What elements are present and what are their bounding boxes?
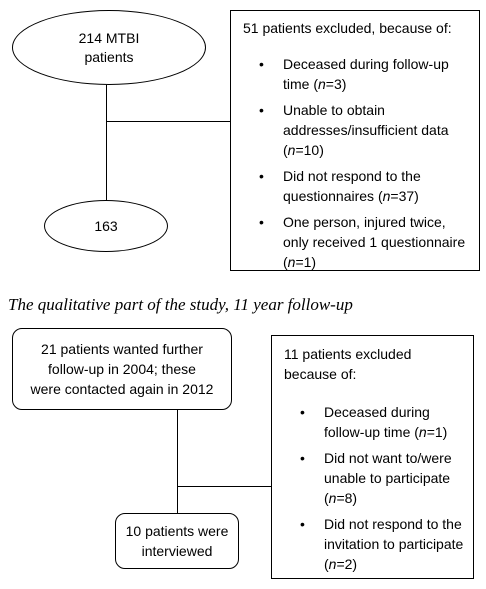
start-node-line1: 214 MTBI [78,29,140,46]
bullet: • [259,56,264,72]
bullet: • [300,516,305,532]
start-node-214-patients [12,10,206,85]
bottom-end-line1: 10 patients were [125,523,229,539]
top-exclusion-box [230,10,480,271]
top-exclusion-item: • One person, injured twice, only received 1 questionnaire (n=1) [259,214,466,270]
top-exclusion-list [243,54,471,272]
bottom-start-box [12,328,232,410]
top-exclusion-item: • Deceased during follow-up time (n=3) [259,56,449,92]
bottom-start-line3: were contacted again in 2012 [30,381,214,397]
top-exclusion-item: • Did not respond to the questionnaires (n=37) [259,168,421,204]
bottom-exclusion-title-line1: 11 patients excluded [284,346,412,362]
qualitative-caption: The qualitative part of the study, 11 year follow-up [8,295,353,314]
bottom-start-line1: 21 patients wanted further [41,341,203,357]
bottom-end-box [115,513,239,569]
bullet: • [259,168,264,184]
bottom-exclusion-title-line2: because of: [284,366,357,382]
bullet: • [300,404,305,420]
bottom-vertical-connector [177,410,178,514]
bottom-start-line2: follow-up in 2004; these [48,361,196,377]
bottom-exclusion-item: • Did not respond to the invitation to participate (n=2) [300,516,464,572]
bottom-exclusion-item: • Deceased during follow-up time (n=1) [300,404,448,440]
end-node-label: 163 [94,217,118,234]
bottom-end-line2: interviewed [141,543,213,559]
bottom-exclusion-item: • Did not want to/were unable to participate (n=8) [300,450,452,506]
start-node-line2: patients [84,48,134,65]
bullet: • [300,450,305,466]
top-vertical-connector [106,85,107,201]
bottom-exclusion-list [284,402,467,574]
top-exclusion-title: 51 patients excluded, because of: [243,20,452,36]
bottom-horizontal-connector [177,486,271,487]
bullet: • [259,102,264,118]
top-horizontal-connector [106,121,230,122]
end-node-163 [44,200,168,252]
bottom-exclusion-box [271,335,474,579]
top-exclusion-item: • Unable to obtain addresses/insufficient data (n=10) [259,102,449,158]
bullet: • [259,214,264,230]
